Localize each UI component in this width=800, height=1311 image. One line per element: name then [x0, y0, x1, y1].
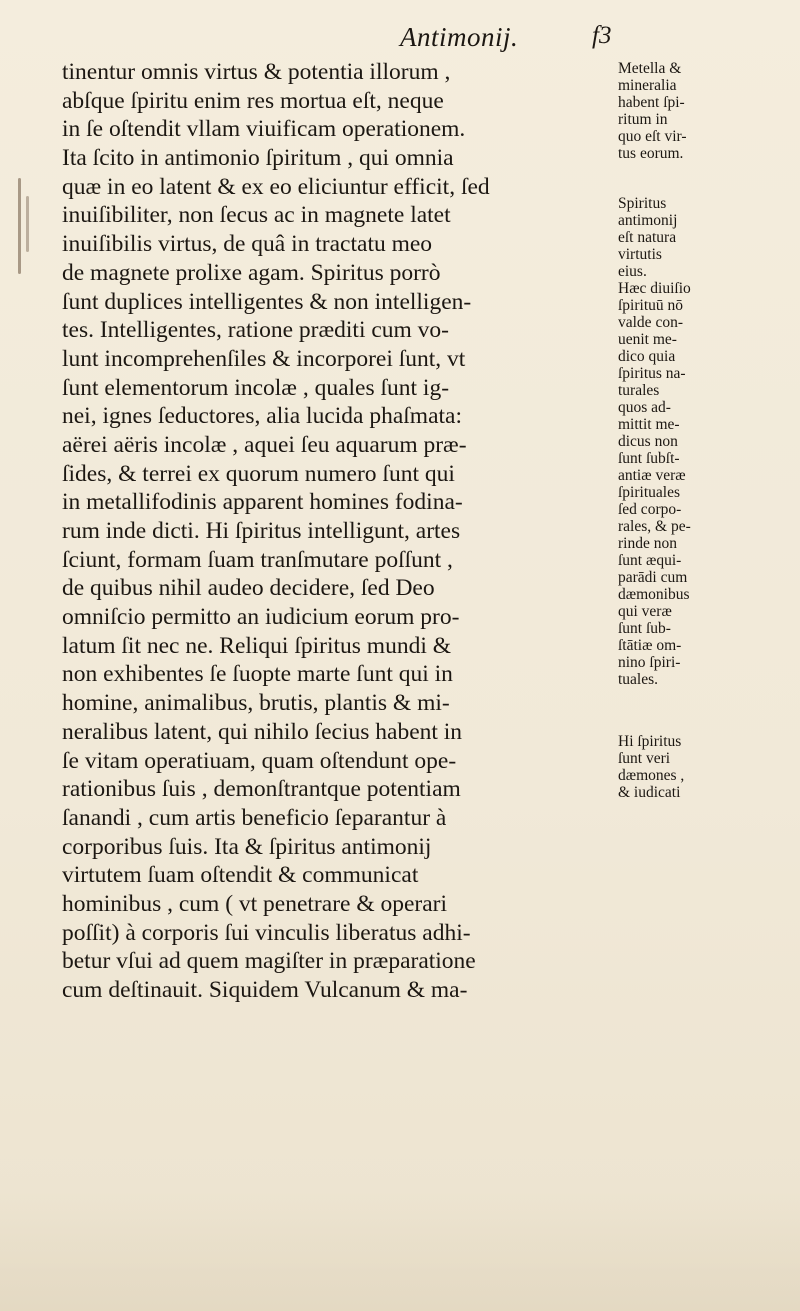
margin-note	[618, 280, 796, 688]
running-head: Antimonij.	[400, 22, 519, 52]
text-line: non exhibentes ſe ſuopte marte ſunt qui in	[62, 661, 453, 688]
margin-note-line: dæmones ,	[618, 767, 685, 784]
signature-mark: f3	[592, 22, 612, 49]
text-line: Ita ſcito in antimonio ſpiritum , qui omnia	[62, 145, 454, 172]
margin-note-line: rales, & pe-	[618, 518, 691, 535]
text-line: inuiſibiliter, non ſecus ac in magnete latet	[62, 202, 451, 229]
text-line: ſunt elementorum incolæ , quales ſunt ig-	[62, 374, 450, 401]
margin-note-line: ritum in	[618, 111, 668, 128]
margin-note-line: tuales.	[618, 671, 659, 688]
margin-note-line: Metella &	[618, 60, 682, 77]
text-line: corporibus ſuis. Ita & ſpiritus antimonij	[62, 833, 432, 860]
text-line: neralibus latent, qui nihilo ſecius habent in	[62, 718, 463, 745]
margin-note-line: tus eorum.	[618, 145, 684, 162]
margin-note-line: & iudicati	[618, 784, 681, 801]
text-line: ſciunt, formam ſuam tranſmutare poſſunt ,	[62, 546, 453, 573]
margin-note-line: antiæ veræ	[618, 467, 686, 484]
text-line: de magnete prolixe agam. Spiritus porrò	[62, 259, 441, 286]
text-line: ſanandi , cum artis beneficio ſeparantur à	[62, 804, 447, 831]
text-line: hominibus , cum ( vt penetrare & operari	[62, 890, 448, 917]
text-line: rum inde dicti. Hi ſpiritus intelligunt, artes	[62, 518, 461, 544]
margin-note-line: antimonij	[618, 212, 678, 229]
margin-note-line: turales	[618, 382, 660, 399]
text-line: inuiſibilis virtus, de quâ in tractatu meo	[62, 231, 433, 258]
text-line: rationibus ſuis , demonſtrantque potentiam	[62, 776, 461, 803]
text-line: poſſit) à corporis ſui vinculis liberatus adhi-	[62, 919, 471, 946]
text-line: tes. Intelligentes, ratione præditi cum vo-	[62, 317, 450, 344]
margin-note-line: ſed corpo-	[618, 501, 682, 518]
page-header	[0, 22, 800, 62]
text-line: ſides, & terrei ex quorum numero ſunt qui	[62, 460, 455, 487]
text-line: tinentur omnis virtus & potentia illorum ,	[62, 59, 451, 85]
text-line: aërei aëris incolæ , aquei ſeu aquarum præ-	[62, 431, 467, 458]
margin-note-line: ſunt veri	[618, 750, 671, 767]
text-line: in metallifodinis apparent homines fodina-	[62, 489, 463, 516]
margin-note-line: dicus non	[618, 433, 678, 450]
margin-notes-column	[618, 60, 796, 801]
margin-note-line: parādi cum	[618, 569, 688, 586]
text-line: cum deſtinauit. Siquidem Vulcanum & ma-	[62, 977, 468, 1003]
margin-note-line: eſt natura	[618, 229, 677, 246]
text-line: in ſe oſtendit vllam viuificam operationem.	[62, 116, 466, 143]
margin-note-line: eius.	[618, 263, 647, 280]
margin-note-line: Spiritus	[618, 195, 667, 212]
margin-note	[618, 60, 796, 162]
margin-note-line: ſpiritus na-	[618, 365, 686, 382]
margin-note	[618, 195, 796, 280]
text-line: de quibus nihil audeo decidere, ſed Deo	[62, 575, 435, 602]
text-line: virtutem ſuam oſtendit & communicat	[62, 862, 419, 889]
margin-note-line: valde con-	[618, 314, 683, 331]
margin-note-line: virtutis	[618, 246, 662, 263]
text-line: ſe vitam operatiuam, quam oſtendunt ope-	[62, 747, 457, 774]
text-line: ſunt duplices intelligentes & non intelligen-	[62, 288, 472, 315]
margin-note-line: Hi ſpiritus	[618, 733, 682, 750]
margin-note-line: quo eſt vir-	[618, 128, 687, 145]
margin-note-line: uenit me-	[618, 331, 677, 348]
margin-note-line: habent ſpi-	[618, 94, 685, 111]
text-line: omniſcio permitto an iudicium eorum pro-	[62, 604, 460, 631]
margin-note-line: ſpirituales	[618, 484, 680, 501]
margin-ink-mark-secondary	[26, 196, 29, 252]
margin-ink-mark	[18, 178, 21, 274]
margin-note-line: quos ad-	[618, 399, 671, 416]
margin-note-line: ſtātiæ om-	[618, 637, 682, 654]
text-line: homine, animalibus, brutis, plantis & mi-	[62, 690, 450, 717]
text-line: betur vſui ad quem magiſter in præparatione	[62, 948, 476, 975]
margin-note-line: Hæc diuiſio	[618, 280, 691, 297]
margin-note-line: qui veræ	[618, 603, 672, 620]
paper-stain	[0, 1191, 800, 1311]
margin-note-line: nino ſpiri-	[618, 654, 681, 671]
margin-note-line: ſunt ſubſt-	[618, 450, 680, 467]
text-line: abſque ſpiritu enim res mortua eſt, neque	[62, 87, 444, 114]
margin-note-line: dæmonibus	[618, 586, 690, 603]
text-line: quæ in eo latent & ex eo eliciuntur efficit, ſed	[62, 173, 490, 200]
margin-note-line: dico quia	[618, 348, 676, 365]
margin-note-line: ſunt æqui-	[618, 552, 682, 569]
margin-note-line: ſpirituū nō	[618, 297, 684, 314]
margin-note-line: ſunt ſub-	[618, 620, 671, 637]
margin-note-line: mineralia	[618, 77, 677, 94]
text-line: lunt incomprehenſiles & incorporei ſunt, vt	[62, 345, 466, 372]
text-line: latum ſit nec ne. Reliqui ſpiritus mundi &	[62, 632, 452, 659]
margin-note-line: mittit me-	[618, 416, 680, 433]
main-text-column	[62, 58, 610, 1005]
text-line: nei, ignes ſeductores, alia lucida phaſmata:	[62, 403, 463, 430]
margin-note	[618, 733, 796, 801]
margin-note-line: rinde non	[618, 535, 677, 552]
